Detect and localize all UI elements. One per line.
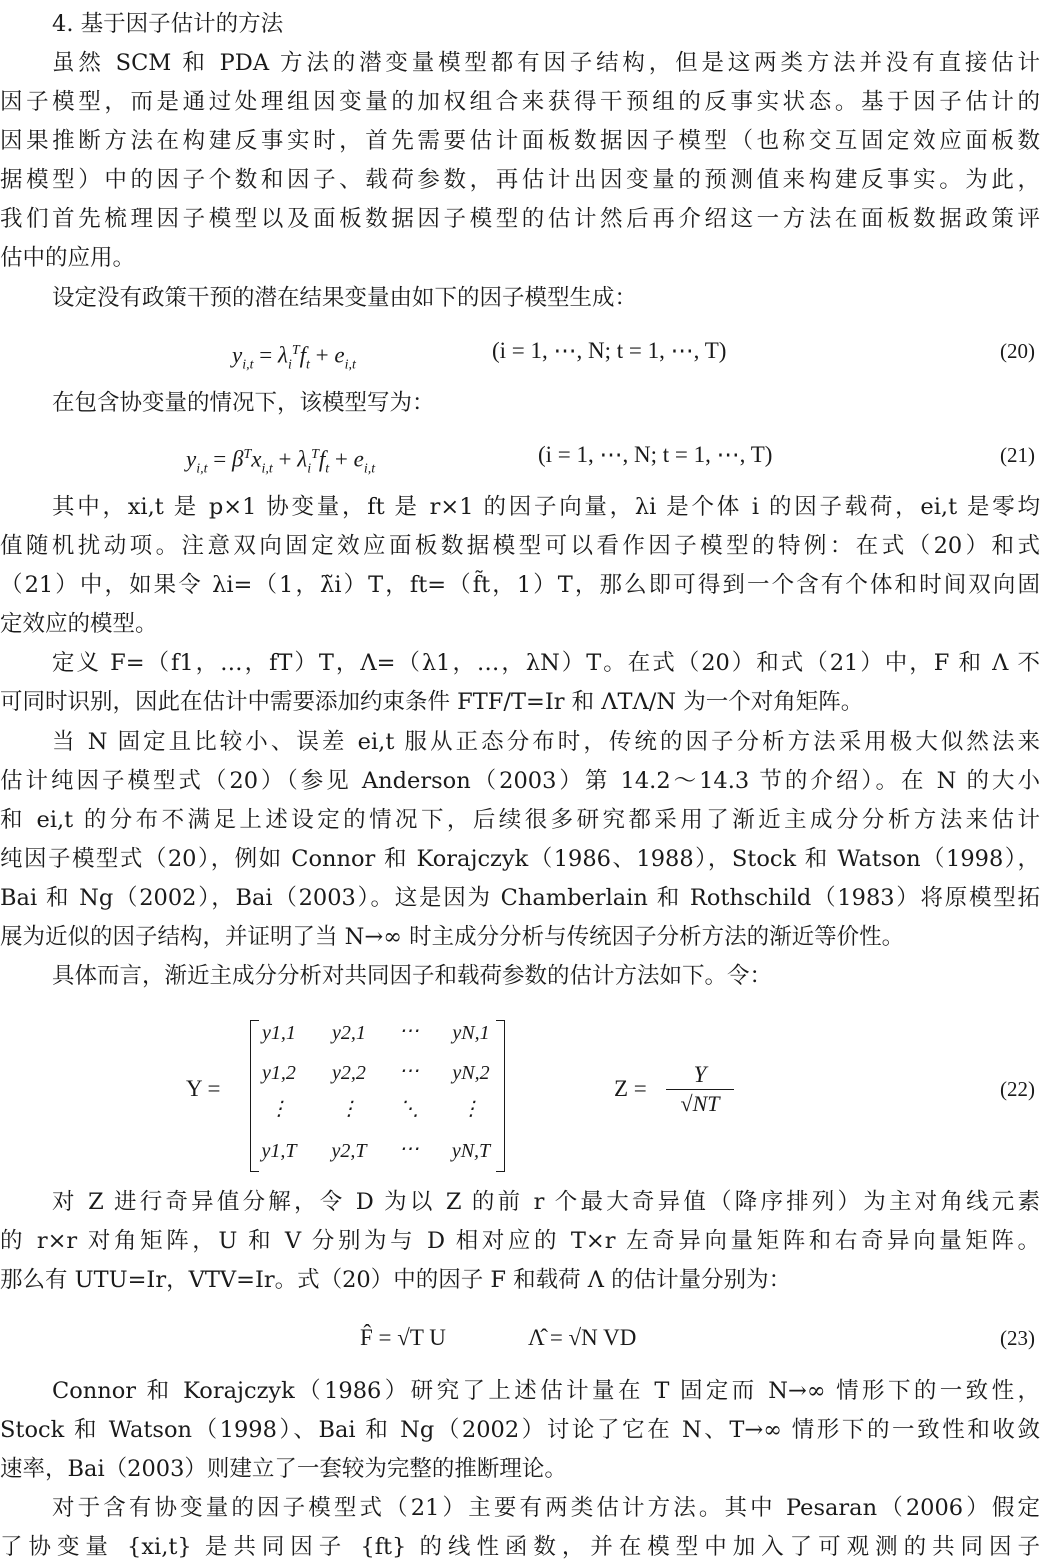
equation-20-number: (20): [1000, 339, 1035, 363]
equation-20-range: (i = 1, ⋯, N; t = 1, ⋯, T): [492, 338, 727, 363]
equation-22: [180, 1016, 740, 1176]
equation-22-number: (22): [1000, 1077, 1035, 1101]
para10-line-2: 了协变量 {xi,t} 是共同因子 {ft} 的线性函数，并在模型中加入了可观测的共同因子: [0, 1534, 1040, 1560]
equation-21-range: (i = 1, ⋯, N; t = 1, ⋯, T): [538, 442, 773, 467]
para10-line-1: 对于含有协变量的因子模型式（21）主要有两类估计方法。其中 Pesaran（2006）假定: [52, 1495, 1040, 1521]
matrix-cell: yN,2: [452, 1062, 490, 1084]
equation-20: $y_{i,t} = \lambda_i^Tf_t + e_{i,t}$: [232, 342, 356, 373]
para6-line-6: 展为近似的因子结构，并证明了当 N→∞ 时主成分分析与传统因子分析方法的渐近等价性。: [0, 924, 905, 950]
matrix-cell: yN,T: [451, 1140, 491, 1162]
equation-23-number: (23): [1000, 1326, 1035, 1350]
matrix-cell: ⋮: [339, 1098, 359, 1120]
matrix-cell: y1,1: [262, 1022, 296, 1044]
para4-line-3: （21）中，如果令 λi=（1，λ̃i）T，ft=（f̃t，1）T，那么即可得到一个含有个体和时间双向固: [0, 572, 1040, 598]
z-numerator: Y: [693, 1062, 707, 1087]
z-fraction: [660, 1061, 740, 1118]
para8-line-3: 那么有 UTU=Ir，VTV=Ir。式（20）中的因子 F 和载荷 Λ 的估计量分别为：: [0, 1267, 792, 1293]
para8-line-1: 对 Z 进行奇异值分解，令 D 为以 Z 的前 r 个最大奇异值（降序排列）为主对角线元素: [52, 1189, 1040, 1215]
para6-line-4: 纯因子模型式（20），例如 Connor 和 Korajczyk（1986、1988），Stock 和 Watson（1998），: [0, 846, 1040, 872]
equation-23-lambda: Λ̂ = √N VD: [528, 1325, 637, 1350]
section-heading: 4. 基于因子估计的方法: [52, 11, 284, 37]
para9-line-1: Connor 和 Korajczyk（1986）研究了上述估计量在 T 固定而 N→∞ 情形下的一致性，: [52, 1378, 1040, 1404]
matrix-lhs: Y =: [186, 1076, 221, 1101]
para4-line-4: 定效应的模型。: [0, 611, 158, 637]
para7: 具体而言，渐近主成分分析对共同因子和载荷参数的估计方法如下。令：: [52, 963, 773, 989]
para1-line-3: 因果推断方法在构建反事实时，首先需要估计面板数据因子模型（也称交互固定效应面板数: [0, 128, 1040, 154]
matrix-cell: y2,1: [332, 1022, 366, 1044]
matrix-cell: ⋯: [399, 1060, 419, 1082]
para6-line-3: 和 ei,t 的分布不满足上述设定的情况下，后续很多研究都采用了渐近主成分分析方法来估计: [0, 807, 1040, 833]
para3: 在包含协变量的情况下，该模型写为：: [52, 390, 435, 416]
para8-line-2: 的 r×r 对角矩阵，U 和 V 分别为与 D 相对应的 T×r 左奇异向量矩阵和右奇异向量矩阵。: [0, 1228, 1040, 1254]
para6-line-2: 估计纯因子模型式（20）（参见 Anderson（2003）第 14.2～14.3 节的介绍）。在 N 的大小: [0, 768, 1040, 794]
para1-line-2: 因子模型，而是通过处理组因变量的加权组合来获得干预组的反事实状态。基于因子估计的: [0, 89, 1040, 115]
matrix-cell: y1,T: [261, 1140, 297, 1162]
para4-line-2: 值随机扰动项。注意双向固定效应面板数据模型可以看作因子模型的特例：在式（20）和式: [0, 533, 1040, 559]
para5-line-2: 可同时识别，因此在估计中需要添加约束条件 FTF/T=Ir 和 ΛTΛ/N 为一个对角矩阵。: [0, 689, 864, 715]
z-denominator: √NT: [680, 1091, 720, 1116]
para2: 设定没有政策干预的潜在结果变量由如下的因子模型生成：: [52, 285, 638, 311]
para1-line-5: 我们首先梳理因子模型以及面板数据因子模型的估计然后再介绍这一方法在面板数据政策评: [0, 206, 1040, 232]
para6-line-5: Bai 和 Ng（2002），Bai（2003）。这是因为 Chamberlain 和 Rothschild（1983）将原模型拓: [0, 885, 1040, 911]
para9-line-3: 速率，Bai（2003）则建立了一套较为完整的推断理论。: [0, 1456, 567, 1482]
matrix-cell: ⋯: [399, 1138, 419, 1160]
equation-23-f: F̂ = √T U: [360, 1325, 446, 1350]
matrix-cell: ⋮: [461, 1098, 481, 1120]
matrix-cell: y1,2: [262, 1062, 296, 1084]
para1-line-6: 估中的应用。: [0, 245, 136, 271]
para5-line-1: 定义 F=（f1，…，fT）T，Λ=（λ1，…，λN）T。在式（20）和式（21）中，F 和 Λ 不: [52, 650, 1040, 676]
z-lhs: Z =: [614, 1076, 647, 1101]
matrix-cell: ⋯: [399, 1020, 419, 1042]
para1-line-1: 虽然 SCM 和 PDA 方法的潜变量模型都有因子结构，但是这两类方法并没有直接估计: [52, 50, 1040, 76]
para1-line-4: 据模型）中的因子个数和因子、载荷参数，再估计出因变量的预测值来构建反事实。为此，: [0, 167, 1040, 193]
matrix-cell: y2,2: [332, 1062, 366, 1084]
para4-line-1: 其中，xi,t 是 p×1 协变量，ft 是 r×1 的因子向量，λi 是个体 i 的因子载荷，ei,t 是零均: [52, 494, 1040, 520]
matrix-cell: y2,T: [331, 1140, 367, 1162]
equation-21-number: (21): [1000, 443, 1035, 467]
matrix-cell: ⋱: [399, 1098, 419, 1120]
para6-line-1: 当 N 固定且比较小、误差 ei,t 服从正态分布时，传统的因子分析方法采用极大似然法来: [52, 729, 1040, 755]
matrix-cell: yN,1: [452, 1022, 490, 1044]
para9-line-2: Stock 和 Watson（1998）、Bai 和 Ng（2002）讨论了它在 N、T→∞ 情形下的一致性和收敛: [0, 1417, 1040, 1443]
equation-21: $y_{i,t} = \beta^Tx_{i,t} + \lambda_i^Tf_t + e_{i,t}$: [186, 446, 376, 477]
matrix-cell: ⋮: [269, 1098, 289, 1120]
